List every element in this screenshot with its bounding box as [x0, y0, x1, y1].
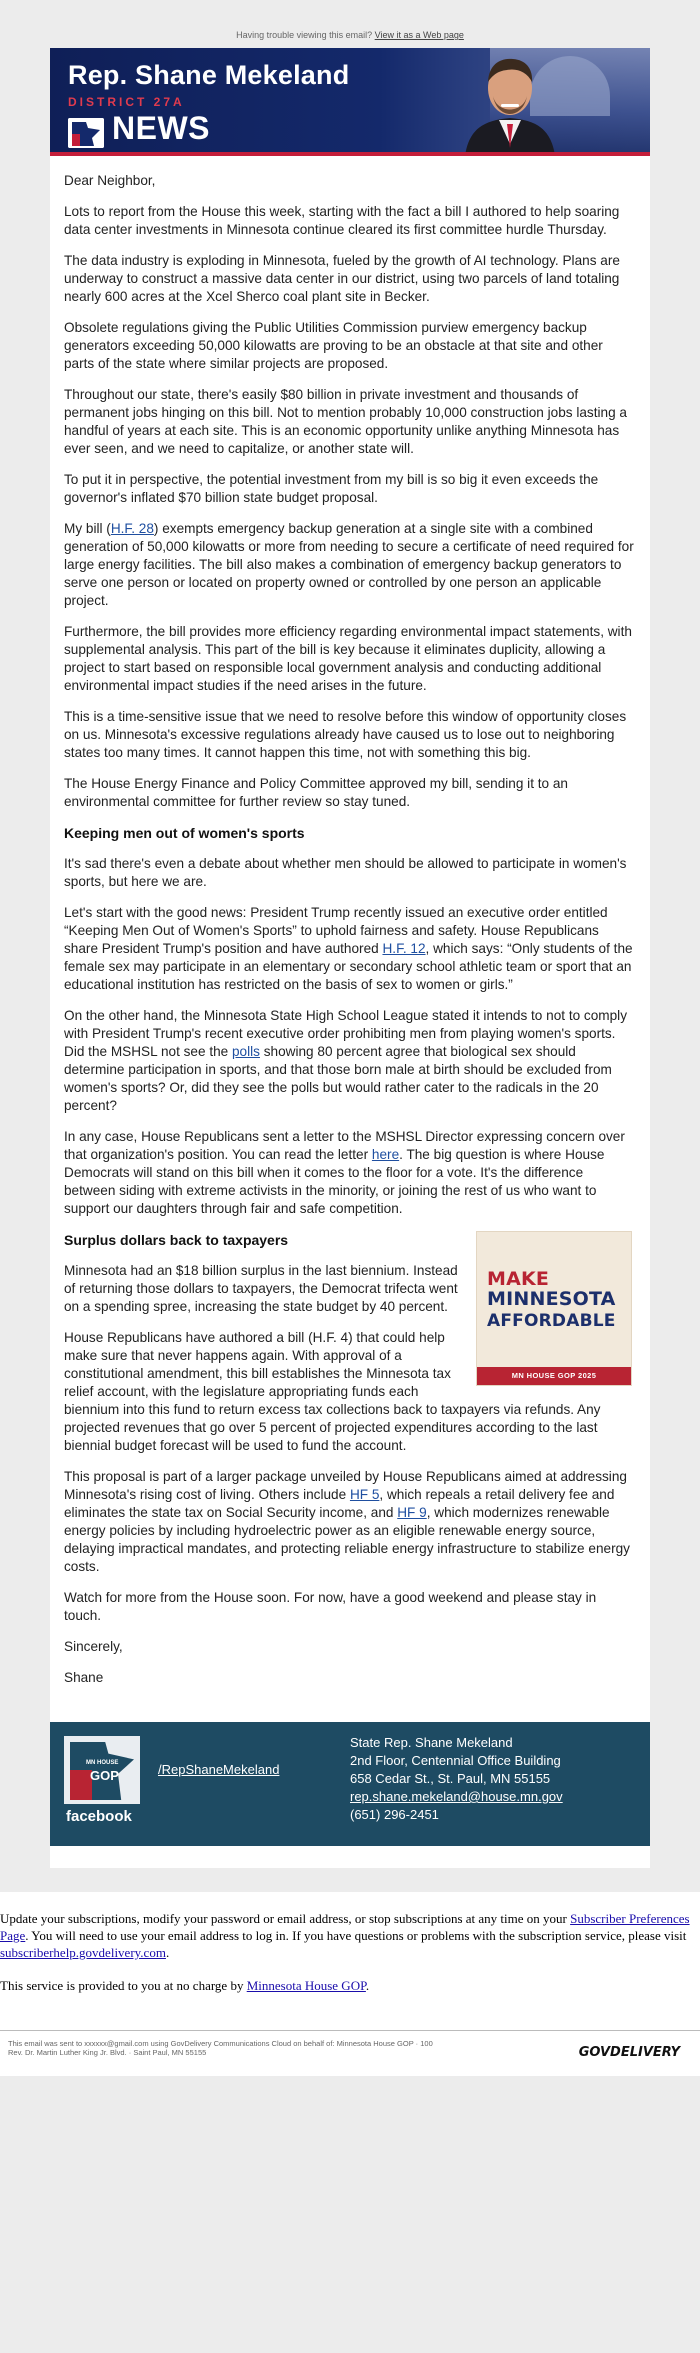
- text-run: This service is provided to you at no charge by: [0, 1978, 247, 1993]
- text-run: showing 80 percent agree that biological sex should determine participation in sports, and that those born male at birth should be excluded from women's sports? Or, did they see the polls but would rather cater to the radicals in the 20 percent?: [64, 1044, 612, 1113]
- text-run: In any case, House Republicans sent a letter to the MSHSL Director expressing concern over that organization's position. You can read the letter: [64, 1129, 625, 1162]
- letter-here-link[interactable]: here: [371, 1147, 400, 1162]
- footer-spacer: [50, 1846, 650, 1868]
- paragraph: Lots to report from the House this week, starting with the fact a bill I authored to help soaring data center investments in Minnesota continue cleared its first committee hurdle Thursday.: [64, 204, 620, 237]
- header-banner: [50, 48, 650, 156]
- mn-house-gop-link[interactable]: Minnesota House GOP: [246, 1978, 366, 1993]
- govdelivery-logo[interactable]: GOVDELIVERY: [578, 2045, 680, 2060]
- paragraph: To put it in perspective, the potential investment from my bill is so big it even exceeds the governor's inflated $70 billion state budget proposal.: [64, 472, 599, 505]
- newsletter-body: [50, 156, 650, 1712]
- hf28-link[interactable]: H.F. 28: [110, 521, 154, 536]
- banner-stripe: [50, 152, 650, 156]
- paragraph: House Republicans have authored a bill (H.F. 4) that could help make sure that never happens again. With approval of a constitutional amendment, this bill establishes the Minnesota tax relief account, with the legislature appropriating funds each biennium into this fund to return excess tax collections back to taxpayers via refunds. Any projected revenues that go over 5 percent of projected expenditures according to the last biennial budget forecast will be used to fund the account.: [64, 1330, 601, 1453]
- sent-to-line: This email was sent to xxxxxx@gmail.com using GovDelivery Communications Cloud on behalf of: Minnesota House GOP · 100: [8, 2039, 433, 2048]
- paragraph: This is a time-sensitive issue that we need to resolve before this window of opportunity closes on us. Minnesota's excessive regulations already have caused us to lose out to neighboring states too many times. It cannot happen this time, not with something this big.: [64, 709, 627, 760]
- paragraph: [64, 1468, 636, 1576]
- greeting: Dear Neighbor,: [64, 173, 156, 188]
- promo-line-2: MINNESOTA: [487, 1288, 616, 1310]
- promo-line-3: AFFORDABLE: [487, 1311, 616, 1331]
- representative-photo: [455, 48, 565, 156]
- paragraph: [64, 1128, 636, 1218]
- facebook-page-link[interactable]: /RepShaneMekeland: [158, 1762, 280, 1777]
- section-heading-sports: Keeping men out of women's sports: [64, 825, 305, 841]
- contact-name: State Rep. Shane Mekeland: [350, 1735, 513, 1750]
- signoff: Sincerely,: [64, 1639, 123, 1654]
- facebook-wordmark[interactable]: facebook: [66, 1808, 132, 1825]
- contact-address: 658 Cedar St., St. Paul, MN 55155: [350, 1771, 551, 1786]
- paragraph: Throughout our state, there's easily $80 billion in private investment and thousands of permanent jobs hinging on this bill. Not to mention probably 10,000 construction jobs lasting a handful of years at each site. This is an economic opportunity unlike anything Minnesota has ever seen, and we need to capitalize, or another state will.: [64, 387, 627, 456]
- subscriber-help-link[interactable]: subscriberhelp.govdelivery.com: [0, 1945, 166, 1960]
- make-minnesota-affordable-graphic: [476, 1231, 632, 1386]
- subscriber-preferences-link[interactable]: Subscriber Preferences Page: [0, 1911, 690, 1943]
- preheader: [0, 0, 700, 48]
- hf5-link[interactable]: HF 5: [349, 1487, 380, 1502]
- preheader-text: Having trouble viewing this email?: [236, 30, 373, 40]
- house-gop-logo-icon: [68, 118, 104, 148]
- banner-news: NEWS: [112, 110, 210, 146]
- view-as-webpage-link[interactable]: View it as a Web page: [374, 30, 464, 40]
- paragraph: The House Energy Finance and Policy Committee approved my bill, sending it to an environmental committee for further review so stay tuned.: [64, 776, 568, 809]
- email-container: [50, 48, 650, 1868]
- banner-district: DISTRICT 27A: [68, 95, 185, 109]
- text-run: . The big question is where House Democrats will stand on this bill when it comes to the floor for a vote. It's the difference between siding with extreme activists in the minority, or joining the rest of us who want to support our daughters through fair and safe competition.: [64, 1147, 605, 1216]
- paragraph: The data industry is exploding in Minnesota, fueled by the growth of AI technology. Plans are underway to construct a massive data center in our district, using two parcels of land totaling nearly 600 acres at the Xcel Sherco coal plant site in Becker.: [64, 253, 620, 304]
- paragraph: Minnesota had an $18 billion surplus in the last biennium. Instead of returning those dollars to taxpayers, the Democrat trifecta went on a spending spree, increasing the state budget by 40 percent.: [64, 1263, 458, 1314]
- text-run: My bill (: [64, 521, 111, 536]
- contact-email-link[interactable]: rep.shane.mekeland@house.mn.gov: [350, 1789, 563, 1804]
- contact-phone: (651) 296-2451: [350, 1807, 439, 1822]
- hf9-link[interactable]: HF 9: [397, 1505, 427, 1520]
- text-run: .: [165, 1945, 170, 1960]
- section-heading-surplus: Surplus dollars back to taxpayers: [64, 1232, 289, 1248]
- paragraph: Furthermore, the bill provides more efficiency regarding environmental impact statements, with supplemental analysis. This part of the bill is key because it eliminates duplicity, allowing a project to start based on responsible local government analysis and conducting additional environmental impact studies if the need arises in the future.: [64, 624, 632, 693]
- paragraph: It's sad there's even a debate about whether men should be allowed to participate in women's sports, but here we are.: [64, 856, 627, 889]
- promo-line-1: MAKE: [487, 1268, 550, 1290]
- service-paragraph: [0, 1977, 700, 1994]
- text-run: Let's start with the good news: President Trump recently issued an executive order entitled “Keeping Men Out of Women's Sports” to uphold fairness and safety. House Republicans share President Trump's position and have authored: [64, 905, 608, 956]
- polls-link[interactable]: polls: [232, 1044, 260, 1059]
- text-run: , which repeals a retail delivery fee and eliminates the state tax on Social Security income, and: [64, 1487, 615, 1520]
- paragraph: [64, 1007, 636, 1115]
- govdelivery-footer: [0, 2030, 700, 2076]
- contact-block: [350, 1734, 563, 1824]
- logo-mn-house-text: MN HOUSE: [86, 1760, 119, 1766]
- text-run: , which modernizes renewable energy policies by including hydroelectric power as an eligible renewable energy source, delaying impractical mandates, and protecting reliable energy infrastructure to stabilize energy costs.: [64, 1505, 630, 1574]
- paragraph: Obsolete regulations giving the Public Utilities Commission purview emergency backup generators exceeding 50,000 kilowatts are proving to be an obstacle at that site and other parts of the state where similar projects are proposed.: [64, 320, 603, 371]
- paragraph: [64, 904, 636, 994]
- promo-tag: MN HOUSE GOP 2025: [477, 1367, 631, 1385]
- mn-house-gop-logo[interactable]: [64, 1736, 140, 1804]
- text-run: , which says: “Only students of the female sex may participate in an elementary or secondary school athletic team or sport that an educational institution has restricted on the basis of sex to women or girls.”: [64, 941, 633, 992]
- signature: Shane: [64, 1670, 104, 1685]
- paragraph: Watch for more from the House soon. For now, have a good weekend and please stay in touch.: [64, 1590, 597, 1623]
- hf12-link[interactable]: H.F. 12: [382, 941, 426, 956]
- subscription-paragraph: [0, 1910, 700, 1961]
- text-run: On the other hand, the Minnesota State High School League stated it intends to not to comply with President Trump's recent executive order prohibiting men from playing women's sports. Did the MSHSL not see the: [64, 1008, 627, 1059]
- address-line: Rev. Dr. Martin Luther King Jr. Blvd. · Saint Paul, MN 55155: [8, 2048, 207, 2057]
- text-run: .: [365, 1978, 370, 1993]
- contact-office: 2nd Floor, Centennial Office Building: [350, 1753, 561, 1768]
- text-run: ) exempts emergency backup generation at a single site with a combined generation of 50,000 kilowatts or more from needing to secure a certificate of need required for large energy facilities. The bill also makes a combination of emergency backup generators to serve one person or located on property owned or controlled by one person an applicable project.: [64, 521, 634, 608]
- contact-footer: [50, 1722, 650, 1846]
- text-run: Update your subscriptions, modify your password or email address, or stop subscriptions at any time on your: [0, 1911, 571, 1926]
- text-run: . You will need to use your email address to log in. If you have questions or problems with the subscription service, please visit: [25, 1928, 687, 1943]
- paragraph: [64, 520, 636, 610]
- banner-title: Rep. Shane Mekeland: [68, 60, 350, 90]
- subscription-notice: [0, 1892, 700, 2030]
- surplus-section: [64, 1231, 636, 1468]
- logo-gop-text: GOP: [90, 1768, 119, 1783]
- text-run: This proposal is part of a larger package unveiled by House Republicans aimed at addressing Minnesota's rising cost of living. Others include: [64, 1469, 627, 1502]
- logo-red-block: [70, 1770, 92, 1800]
